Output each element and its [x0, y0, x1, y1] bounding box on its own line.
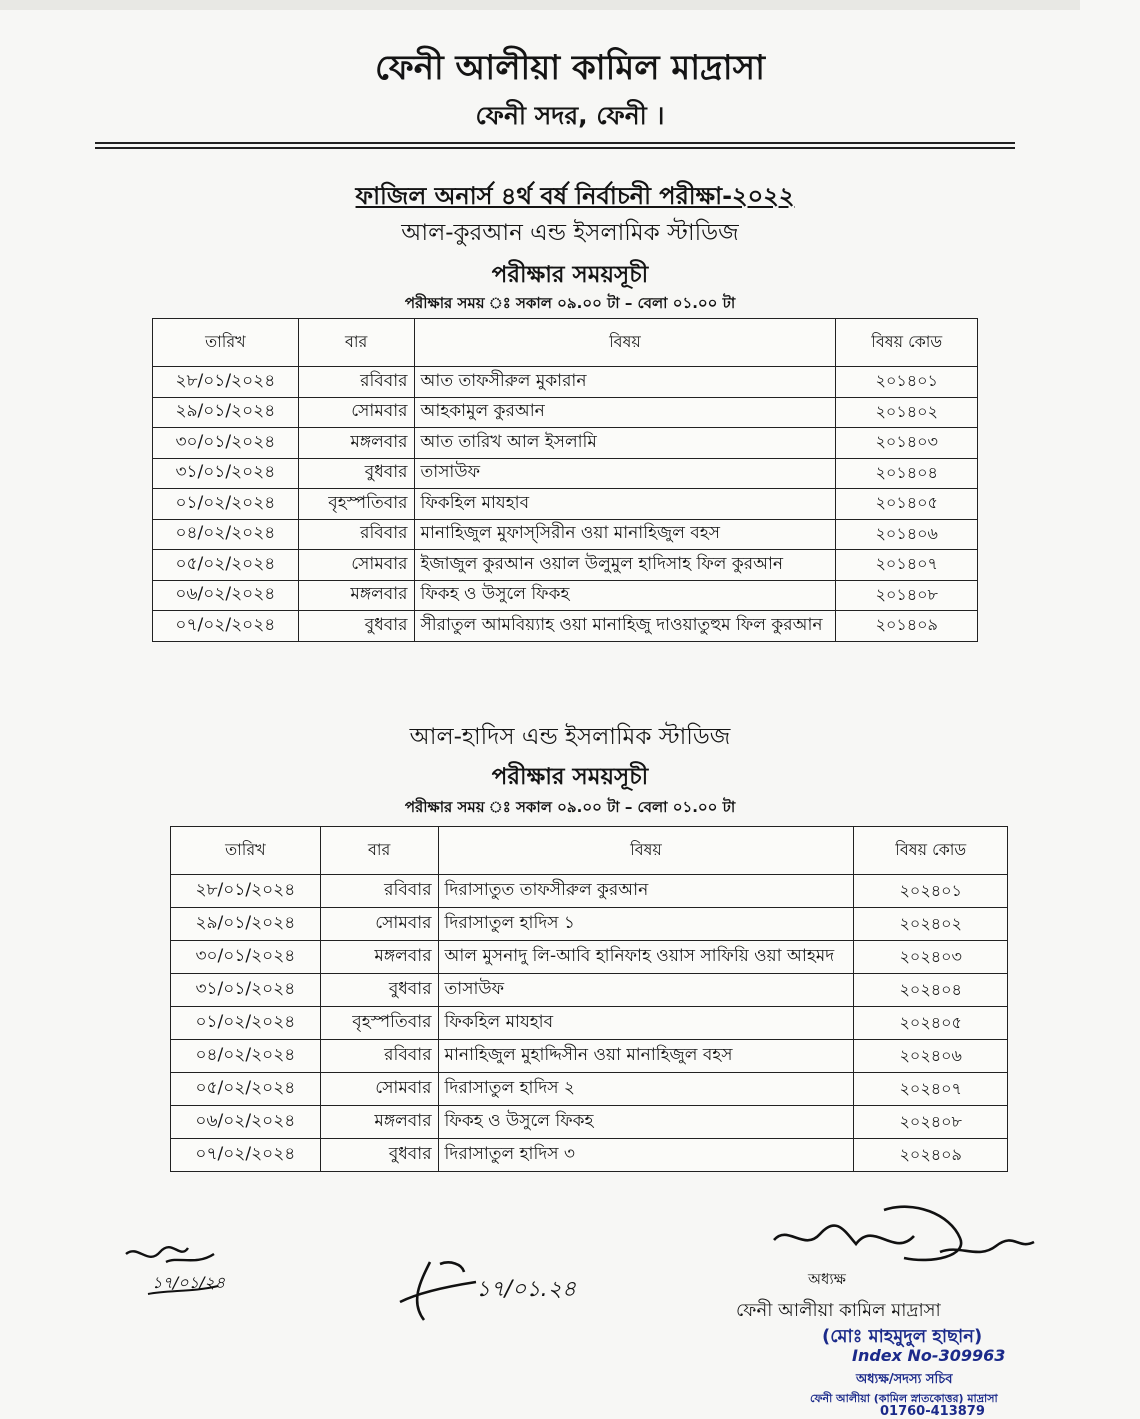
cell-date: ০১/০২/২০২৪	[171, 1007, 321, 1040]
left-signature	[118, 1240, 238, 1320]
cell-date: ০৪/০২/২০২৪	[171, 1040, 321, 1073]
cell-subject: ফিকহিল মাযহাব	[438, 1007, 854, 1040]
table-header-row	[153, 319, 978, 367]
cell-day: মঙ্গলবার	[298, 428, 414, 459]
cell-code: ২০১৪০৭	[836, 550, 978, 581]
column-header-subject: বিষয়	[438, 827, 854, 875]
cell-day: সোমবার	[320, 1073, 438, 1106]
table-header-row	[171, 827, 1008, 875]
cell-subject: ফিকহ ও উসুলে ফিকহ	[438, 1106, 854, 1139]
table-row	[153, 489, 978, 520]
cell-code: ২০১৪০৩	[836, 428, 978, 459]
section1-title: আল-কুরআন এন্ড ইসলামিক স্টাডিজ	[401, 220, 739, 246]
cell-code: ২০২৪০৪	[854, 974, 1008, 1007]
cell-day: সোমবার	[298, 397, 414, 428]
section2-time: পরীক্ষার সময় ঃ সকাল ০৯.০০ টা – বেলা ০১.০০ টা	[404, 798, 736, 816]
seal-designation: অধ্যক্ষ/সদস্য সচিব	[856, 1372, 953, 1387]
cell-code: ২০১৪০৮	[836, 580, 978, 611]
cell-date: ২৯/০১/২০২৪	[171, 908, 321, 941]
cell-code: ২০২৪০১	[854, 875, 1008, 908]
cell-day: মঙ্গলবার	[298, 580, 414, 611]
signatory-institution: ফেনী আলীয়া কামিল মাদ্রাসা	[736, 1300, 941, 1321]
cell-code: ২০২৪০৯	[854, 1139, 1008, 1172]
seal-name: (মোঃ মাহমুদুল হাছান)	[822, 1326, 983, 1347]
cell-day: রবিবার	[320, 1040, 438, 1073]
cell-code: ২০১৪০৯	[836, 611, 978, 642]
table-row	[153, 550, 978, 581]
seal-phone: 01760-413879	[880, 1404, 985, 1419]
table-row	[171, 875, 1008, 908]
cell-day: বুধবার	[298, 458, 414, 489]
cell-date: ০৬/০২/২০২৪	[171, 1106, 321, 1139]
table-row	[153, 519, 978, 550]
cell-code: ২০২৪০৬	[854, 1040, 1008, 1073]
cell-subject: মানাহিজুল মুফাস্‌সিরীন ওয়া মানাহিজুল বহস	[414, 519, 836, 550]
seal-index: Index No-309963	[852, 1346, 1006, 1365]
cell-subject: ইজাজুল কুরআন ওয়াল উলুমুল হাদিসাহ ফিল কুরআন	[414, 550, 836, 581]
cell-day: সোমবার	[298, 550, 414, 581]
cell-subject: আহকামুল কুরআন	[414, 397, 836, 428]
cell-day: বুধবার	[320, 1139, 438, 1172]
left-signature-date: ১৭/০১/২৪	[152, 1273, 226, 1292]
cell-subject: দিরাসাতুল হাদিস ২	[438, 1073, 854, 1106]
seal-institution: ফেনী আলীয়া (কামিল স্নাতকোত্তর) মাদ্রাসা	[810, 1392, 998, 1405]
cell-date: ২৮/০১/২০২৪	[153, 367, 299, 398]
table-row	[153, 367, 978, 398]
cell-day: রবিবার	[298, 519, 414, 550]
top-edge	[0, 0, 1080, 10]
institution-name: ফেনী আলীয়া কামিল মাদ্রাসা	[375, 48, 765, 88]
cell-subject: সীরাতুল আমবিয়্যাহ ওয়া মানাহিজু দাওয়াতুহুম ফিল কুরআন	[414, 611, 836, 642]
cell-date: ০৫/০২/২০২৪	[153, 550, 299, 581]
cell-code: ২০২৪০৭	[854, 1073, 1008, 1106]
cell-date: ৩০/০১/২০২৪	[153, 428, 299, 459]
column-header-code: বিষয় কোড	[836, 319, 978, 367]
table-row	[171, 1106, 1008, 1139]
cell-subject: দিরাসাতুত তাফসীরুল কুরআন	[438, 875, 854, 908]
cell-subject: তাসাউফ	[414, 458, 836, 489]
cell-date: ৩০/০১/২০২৪	[171, 941, 321, 974]
cell-day: সোমবার	[320, 908, 438, 941]
cell-code: ২০২৪০৫	[854, 1007, 1008, 1040]
cell-subject: তাসাউফ	[438, 974, 854, 1007]
middle-signature-date: ১৭/০১.২৪	[476, 1277, 577, 1302]
cell-date: ৩১/০১/২০২৪	[153, 458, 299, 489]
section1-subtitle: পরীক্ষার সময়সূচী	[491, 262, 649, 288]
cell-date: ০৬/০২/২০২৪	[153, 580, 299, 611]
column-header-day: বার	[320, 827, 438, 875]
cell-subject: আত তাফসীরুল মুকারান	[414, 367, 836, 398]
column-header-subject: বিষয়	[414, 319, 836, 367]
column-header-date: তারিখ	[153, 319, 299, 367]
cell-day: বুধবার	[320, 974, 438, 1007]
cell-day: বৃহস্পতিবার	[320, 1007, 438, 1040]
cell-day: মঙ্গলবার	[320, 1106, 438, 1139]
table-row	[171, 974, 1008, 1007]
cell-code: ২০১৪০১	[836, 367, 978, 398]
table-row	[153, 611, 978, 642]
middle-signature	[380, 1242, 577, 1332]
cell-subject: দিরাসাতুল হাদিস ১	[438, 908, 854, 941]
cell-subject: ফিকহিল মাযহাব	[414, 489, 836, 520]
column-header-day: বার	[298, 319, 414, 367]
cell-day: মঙ্গলবার	[320, 941, 438, 974]
table-row	[153, 397, 978, 428]
cell-subject: আল মুসনাদু লি-আবি হানিফাহ ওয়াস সাফিয়ি ওয়া আহমদ	[438, 941, 854, 974]
table-body	[171, 875, 1008, 1172]
table-row	[171, 1139, 1008, 1172]
table-row	[171, 1073, 1008, 1106]
schedule-table-hadith	[170, 826, 1008, 1172]
cell-day: বৃহস্পতিবার	[298, 489, 414, 520]
table-row	[153, 428, 978, 459]
cell-day: রবিবার	[320, 875, 438, 908]
header-divider	[95, 142, 1015, 149]
cell-subject: আত তারিখ আল ইসলামি	[414, 428, 836, 459]
cell-date: ০৪/০২/২০২৪	[153, 519, 299, 550]
signatory-role: অধ্যক্ষ	[808, 1270, 846, 1288]
section2-subtitle: পরীক্ষার সময়সূচী	[491, 764, 649, 790]
cell-subject: মানাহিজুল মুহাদ্দিসীন ওয়া মানাহিজুল বহস	[438, 1040, 854, 1073]
principal-signature	[764, 1200, 1044, 1280]
institution-address: ফেনী সদর, ফেনী ।	[475, 101, 665, 130]
table-row	[171, 908, 1008, 941]
cell-code: ২০২৪০৮	[854, 1106, 1008, 1139]
cell-date: ০৫/০২/২০২৪	[171, 1073, 321, 1106]
section2-title: আল-হাদিস এন্ড ইসলামিক স্টাডিজ	[409, 724, 731, 750]
table-row	[153, 580, 978, 611]
cell-date: ০৭/০২/২০২৪	[171, 1139, 321, 1172]
table-row	[171, 1040, 1008, 1073]
table-row	[171, 1007, 1008, 1040]
cell-code: ২০১৪০৪	[836, 458, 978, 489]
column-header-date: তারিখ	[171, 827, 321, 875]
cell-code: ২০১৪০২	[836, 397, 978, 428]
cell-date: ২৮/০১/২০২৪	[171, 875, 321, 908]
cell-code: ২০২৪০২	[854, 908, 1008, 941]
cell-subject: দিরাসাতুল হাদিস ৩	[438, 1139, 854, 1172]
cell-day: বুধবার	[298, 611, 414, 642]
cell-date: ৩১/০১/২০২৪	[171, 974, 321, 1007]
cell-date: ০৭/০২/২০২৪	[153, 611, 299, 642]
column-header-code: বিষয় কোড	[854, 827, 1008, 875]
cell-code: ২০১৪০৫	[836, 489, 978, 520]
cell-code: ২০১৪০৬	[836, 519, 978, 550]
cell-code: ২০২৪০৩	[854, 941, 1008, 974]
table-row	[153, 458, 978, 489]
schedule-table-quran	[152, 318, 978, 642]
cell-subject: ফিকহ ও উসুলে ফিকহ	[414, 580, 836, 611]
cell-date: ২৯/০১/২০২৪	[153, 397, 299, 428]
cell-day: রবিবার	[298, 367, 414, 398]
table-body	[153, 367, 978, 642]
cell-date: ০১/০২/২০২৪	[153, 489, 299, 520]
section1-time: পরীক্ষার সময় ঃ সকাল ০৯.০০ টা – বেলা ০১.০০ টা	[404, 294, 736, 312]
table-row	[171, 941, 1008, 974]
exam-title: ফাজিল অনার্স ৪র্থ বর্ষ নির্বাচনী পরীক্ষা-২০২২	[355, 182, 795, 210]
